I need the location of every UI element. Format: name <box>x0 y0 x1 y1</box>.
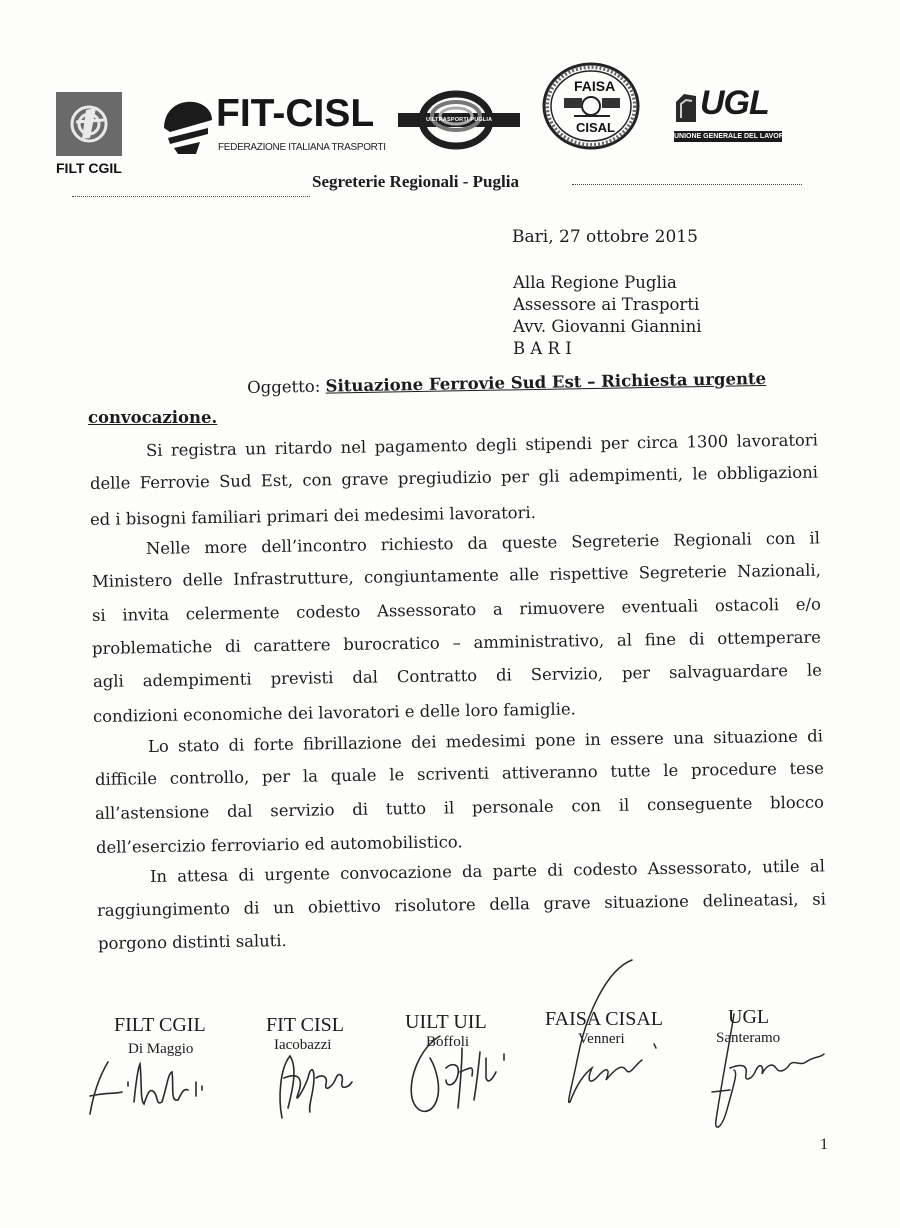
signature-scribble-santeramo <box>710 1010 830 1134</box>
uiltrasporti-logo-caption: UILTRASPORTI PUGLIA <box>426 117 493 123</box>
filt-cgil-logo-caption: FILT CGIL <box>56 160 122 176</box>
body-line: Ministero delle Infrastrutture, congiuntamente alle rispettive Segreterie Nazionali, <box>91 560 822 591</box>
letter-date: Bari, 27 ottobre 2015 <box>512 227 698 247</box>
header-dotted-rule-left <box>72 196 310 197</box>
body-line: condizioni economiche dei lavoratori e delle loro famiglie. <box>92 699 576 726</box>
header-dotted-rule-right <box>572 184 802 185</box>
uiltrasporti-logo <box>398 88 520 156</box>
body-line: delle Ferrovie Sud Est, con grave pregiudizio per gli adempimenti, le obbligazioni <box>89 462 819 493</box>
body-line: dell’esercizio ferroviario ed automobilistico. <box>95 832 463 857</box>
cisal-logo-text: CISAL <box>576 120 615 135</box>
body-line: si invita celermente codesto Assessorato a rimuovere eventuali ostacoli e/o <box>91 594 822 625</box>
ugl-emblem-icon <box>672 92 700 126</box>
subject-label: Oggetto: <box>247 376 321 397</box>
fit-cisl-emblem-icon <box>160 98 216 156</box>
faisa-cisal-seal-icon <box>542 62 640 150</box>
body-line: problematiche di carattere burocratico – amministrativo, al fine di ottemperare <box>91 627 822 658</box>
addressee-line: Assessore ai Trasporti <box>513 295 700 314</box>
body-line: porgono distinti saluti. <box>97 931 287 953</box>
faisa-logo-text: FAISA <box>574 78 616 94</box>
ugl-logo-subtitle: UNIONE GENERALE DEL LAVORO <box>674 133 790 140</box>
signature-scribble-di-maggio <box>88 1052 218 1118</box>
signatory-name: Santeramo <box>716 1030 781 1046</box>
signatory-org: FIT CISL <box>266 1014 344 1036</box>
body-line: Si registra un ritardo nel pagamento degli stipendi per circa 1300 lavoratori <box>145 430 819 460</box>
signatory-name: Venneri <box>578 1031 625 1047</box>
addressee-block <box>513 272 701 360</box>
body-line: Nelle more dell’incontro richiesto da queste Segreterie Regionali con il <box>145 528 821 558</box>
subject-text: Situazione Ferrovie Sud Est – Richiesta urgente <box>325 368 767 396</box>
filt-cgil-logo <box>56 92 122 176</box>
body-line: all’astensione dal servizio di tutto il personale con il conseguente blocco <box>94 792 825 823</box>
signatory-name: Di Maggio <box>128 1041 194 1057</box>
body-line: Lo stato di forte fibrillazione dei medesimi pone in essere una situazione di <box>147 726 824 756</box>
header-title: Segreterie Regionali - Puglia <box>312 172 519 191</box>
signature-scribble-iacobazzi <box>268 1048 368 1120</box>
signature-scribble-venneri <box>556 956 676 1108</box>
signatory-org: FAISA CISAL <box>545 1008 663 1030</box>
fit-cisl-logo-text: FIT-CISL <box>216 92 375 135</box>
signatory-name: Boffoli <box>426 1034 470 1050</box>
signature-scribble-boffoli <box>400 1028 520 1120</box>
ugl-logo-text: UGL <box>700 84 769 122</box>
filt-cgil-emblem-icon <box>56 92 122 156</box>
subject-text-continued: convocazione. <box>88 408 218 427</box>
subject-line <box>247 369 766 397</box>
body-line: ed i bisogni familiari primari dei medesimi lavoratori. <box>89 502 537 529</box>
body-line: raggiungimento di un obiettivo risolutore della grave situazione delineatasi, si <box>96 889 827 920</box>
signatory-name: Iacobazzi <box>274 1037 332 1053</box>
addressee-line: Avv. Giovanni Giannini <box>513 317 702 336</box>
fit-cisl-logo-subtitle: FEDERAZIONE ITALIANA TRASPORTI <box>218 142 386 153</box>
page-number: 1 <box>820 1136 828 1153</box>
body-line: In attesa di urgente convocazione da parte di codesto Assessorato, utile al <box>149 856 826 886</box>
signatory-org: UGL <box>728 1006 770 1028</box>
signatory-org: FILT CGIL <box>114 1014 206 1036</box>
addressee-line: B A R I <box>513 339 572 358</box>
signatory-org: UILT UIL <box>405 1011 487 1033</box>
body-line: agli adempimenti previsti dal Contratto di Servizio, per salvaguardare le <box>92 660 823 691</box>
addressee-line: Alla Regione Puglia <box>513 273 677 292</box>
body-line: difficile controllo, per la quale le scriventi attiveranno tutte le procedure tese <box>94 758 825 789</box>
